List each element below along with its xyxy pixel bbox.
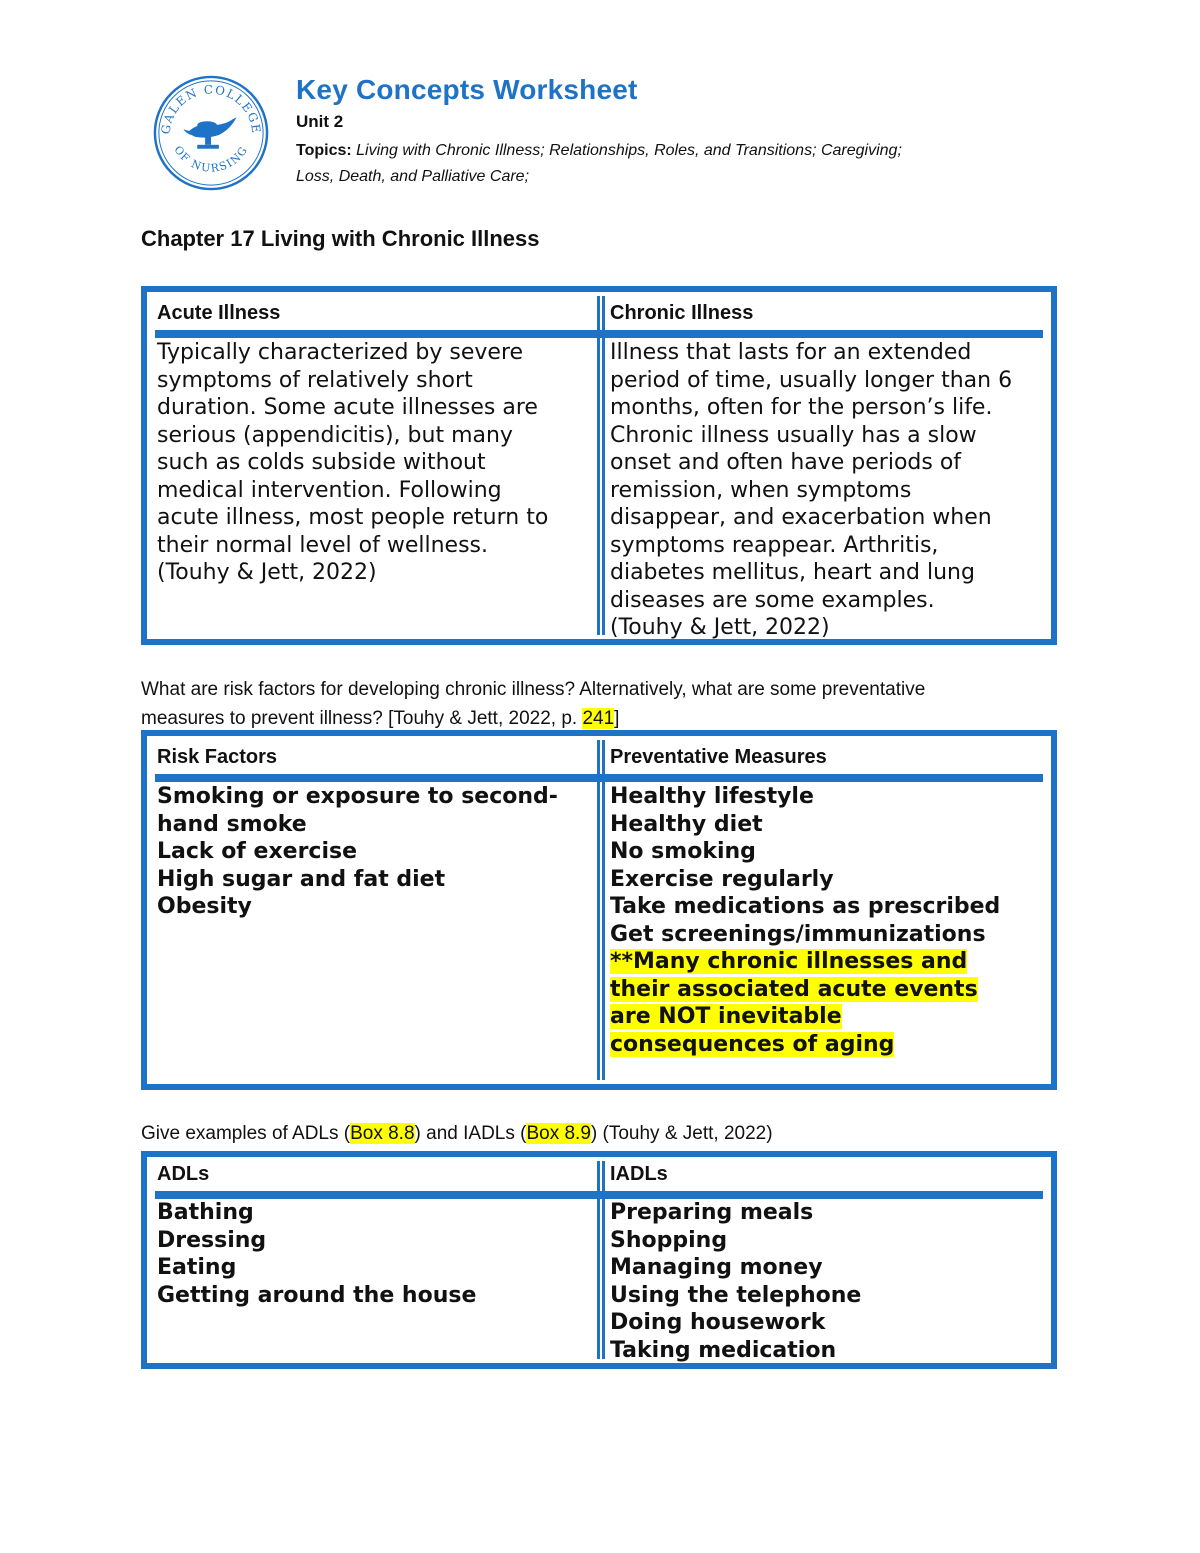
college-logo	[152, 74, 270, 192]
box-8-9-highlight: Box 8.9	[526, 1123, 591, 1144]
text-line: symptoms reappear. Arthritis,	[610, 532, 939, 558]
logo-text-top: GALEN COLLEGE	[158, 82, 264, 135]
topics-line-2: Loss, Death, and Palliative Care;	[296, 168, 530, 185]
column-divider	[597, 1161, 605, 1359]
risk-prevention-table	[141, 730, 1057, 1090]
adls-header: ADLs	[157, 1163, 210, 1185]
text-line: Dressing	[157, 1227, 267, 1253]
column-divider	[597, 740, 605, 1080]
text-line: serious (appendicitis), but many	[157, 422, 513, 448]
question2-line-2: measures to prevent illness? [Touhy & Jett, 2022, p.	[141, 708, 583, 729]
iadls-header: IADLs	[610, 1163, 668, 1185]
unit-label: Unit 2	[296, 112, 344, 131]
text-line: Eating	[157, 1255, 237, 1280]
text-line: disappear, and exacerbation when	[610, 505, 992, 530]
text-line: Bathing	[157, 1200, 254, 1225]
question3-suffix: ) (Touhy & Jett, 2022)	[590, 1123, 773, 1144]
question2-line-2-end: ]	[614, 708, 620, 729]
iadls-list	[610, 1199, 861, 1364]
text-line	[610, 948, 1000, 976]
text-line: No smoking	[610, 839, 756, 864]
text-line: (Touhy & Jett, 2022)	[157, 560, 377, 585]
text-line: diseases are some examples.	[610, 587, 935, 613]
logo-text-bottom: OF NURSING	[171, 143, 251, 175]
highlighted-text: their associated acute events	[610, 976, 978, 1002]
text-line: onset and often have periods of	[610, 450, 962, 475]
text-line: Get screenings/immunizations	[610, 921, 986, 947]
text-line	[610, 1031, 1000, 1059]
text-line: Getting around the house	[157, 1282, 477, 1308]
preventative-measures-list	[610, 783, 1000, 1058]
question3-prefix: Give examples of ADLs (	[141, 1123, 351, 1144]
text-line: Illness that lasts for an extended	[610, 340, 972, 365]
text-line	[610, 976, 1000, 1004]
chronic-illness-description	[610, 339, 1012, 642]
column-divider	[597, 296, 605, 635]
text-line: Preparing meals	[610, 1200, 814, 1225]
risk-factors-question	[141, 675, 1071, 733]
text-line: Using the telephone	[610, 1282, 862, 1308]
text-line: diabetes mellitus, heart and lung	[610, 560, 975, 585]
topics-label: Topics:	[296, 142, 352, 159]
text-line: Doing housework	[610, 1310, 826, 1335]
question3-middle: ) and IADLs (	[414, 1123, 527, 1144]
text-line: remission, when symptoms	[610, 477, 912, 503]
text-line: Chronic illness usually has a slow	[610, 422, 977, 448]
adl-question	[141, 1119, 1071, 1148]
chronic-illness-header: Chronic Illness	[610, 302, 754, 324]
chapter-title: Chapter 17 Living with Chronic Illness	[141, 226, 540, 251]
text-line: such as colds subside without	[157, 450, 486, 475]
text-line: Managing money	[610, 1255, 823, 1280]
highlighted-text: consequences of aging	[610, 1031, 895, 1057]
text-line: hand smoke	[157, 811, 307, 837]
text-line: Taking medication	[610, 1337, 837, 1363]
text-line: period of time, usually longer than 6	[610, 367, 1013, 393]
topics-line-1: Living with Chronic Illness; Relationships, Roles, and Transitions; Caregiving;	[351, 142, 902, 159]
text-line: Smoking or exposure to second-	[157, 784, 558, 809]
text-line: Healthy lifestyle	[610, 784, 814, 809]
text-line: months, often for the person’s life.	[610, 395, 993, 420]
text-line: their normal level of wellness.	[157, 532, 488, 558]
topics-text	[296, 138, 1056, 190]
highlighted-text: **Many chronic illnesses and	[610, 949, 968, 974]
text-line: duration. Some acute illnesses are	[157, 395, 538, 420]
acute-chronic-table	[141, 286, 1057, 645]
acute-illness-description	[157, 339, 548, 587]
page-number-highlight: 241	[582, 708, 615, 729]
adls-list	[157, 1199, 476, 1309]
acute-illness-header: Acute Illness	[157, 302, 281, 324]
adl-iadl-table	[141, 1151, 1057, 1369]
box-8-8-highlight: Box 8.8	[350, 1123, 415, 1144]
text-line: High sugar and fat diet	[157, 866, 446, 892]
text-line: (Touhy & Jett, 2022)	[610, 615, 830, 640]
text-line: Take medications as prescribed	[610, 894, 1001, 919]
text-line: Healthy diet	[610, 811, 763, 837]
question2-line-1: What are risk factors for developing chronic illness? Alternatively, what are some preventative	[141, 679, 926, 700]
risk-factors-header: Risk Factors	[157, 746, 278, 768]
text-line: Shopping	[610, 1227, 728, 1253]
text-line	[610, 1003, 1000, 1031]
text-line: Typically characterized by severe	[157, 340, 524, 365]
text-line: Exercise regularly	[610, 866, 834, 892]
preventative-measures-header: Preventative Measures	[610, 746, 827, 768]
lamp-icon	[183, 117, 236, 148]
text-line: Lack of exercise	[157, 839, 358, 864]
worksheet-title: Key Concepts Worksheet	[296, 74, 638, 105]
text-line: medical intervention. Following	[157, 477, 502, 503]
text-line: symptoms of relatively short	[157, 367, 473, 393]
text-line: acute illness, most people return to	[157, 505, 549, 530]
risk-factors-list	[157, 783, 558, 921]
highlighted-text: are NOT inevitable	[610, 1004, 842, 1029]
text-line: Obesity	[157, 894, 252, 919]
